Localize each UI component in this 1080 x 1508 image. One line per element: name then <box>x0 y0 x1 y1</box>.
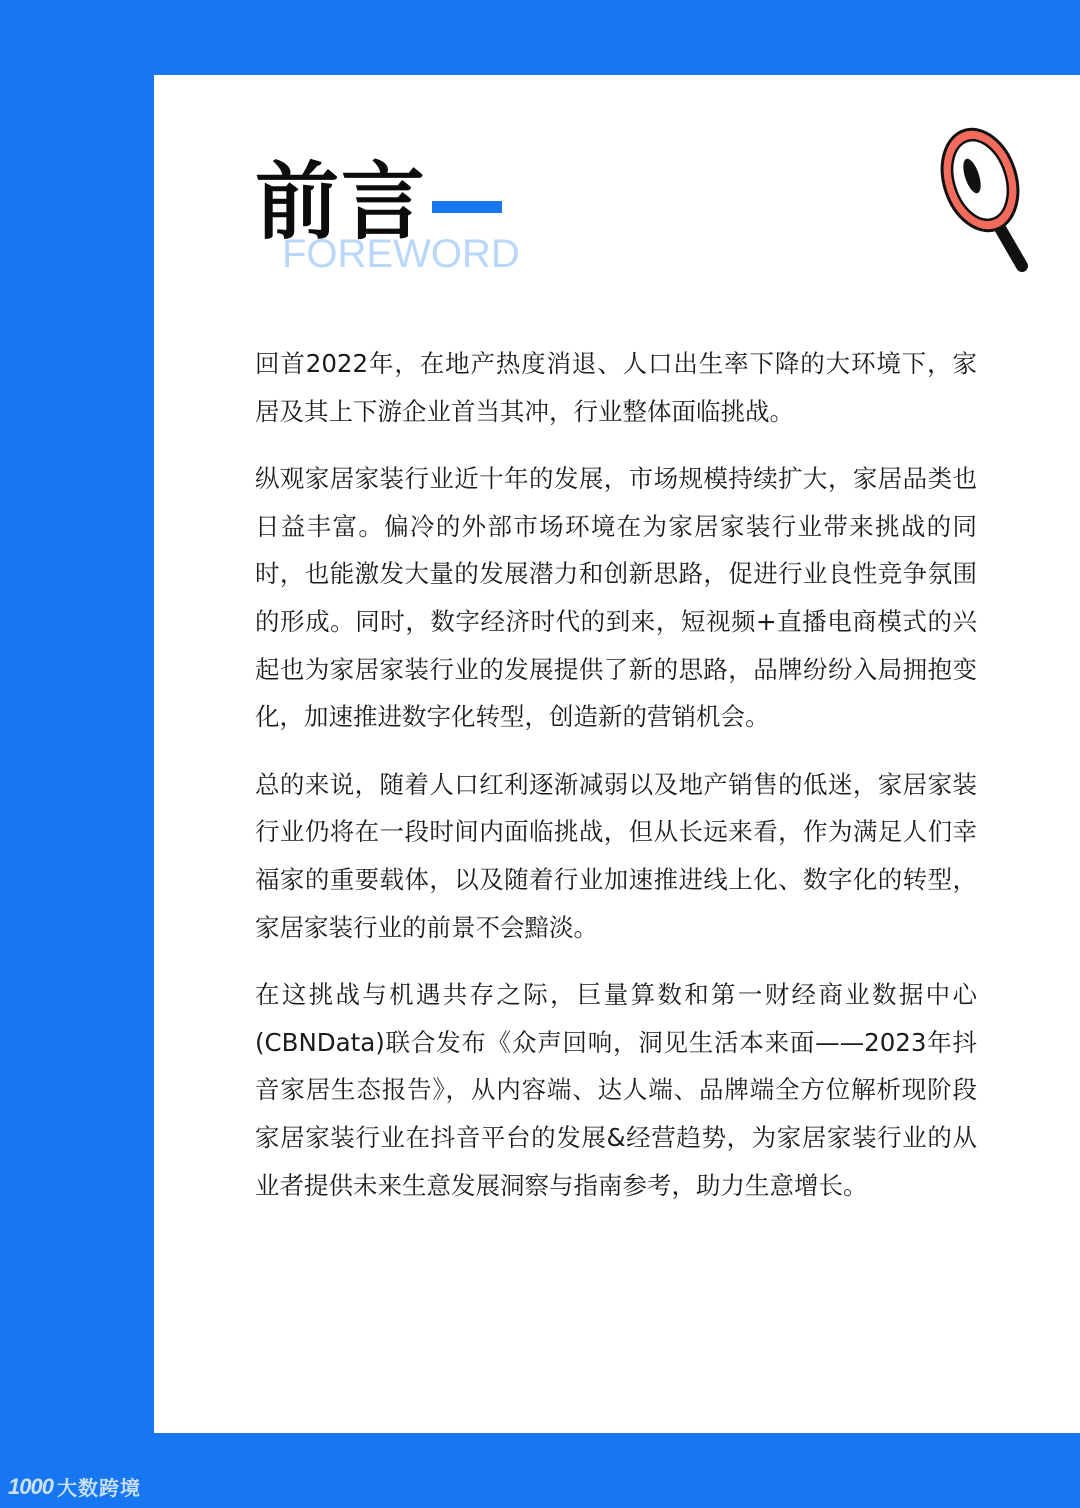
paragraph-3: 总的来说，随着人口红利逐渐减弱以及地产销售的低迷，家居家装行业仍将在一段时间内面临挑战，但从长远来看，作为满足人们幸福家的重要载体，以及随着行业加速推进线上化、数字化的转型，家居家装行业的前景不会黯淡。 <box>255 769 977 942</box>
paragraph-1: 回首2022年，在地产热度消退、人口出生率下降的大环境下，家居及其上下游企业首当其冲，行业整体面临挑战。 <box>255 349 977 426</box>
page-title: 前言 <box>255 153 428 251</box>
watermark-text: 大数跨境 <box>56 1476 141 1500</box>
watermark <box>8 1472 141 1501</box>
paragraph-4: 在这挑战与机遇共存之际，巨量算数和第一财经商业数据中心(CBNData)联合发布《众声回响，洞见生活本来面——2023年抖音家居生态报告》，从内容端、达人端、品牌端全方位解析现阶段家居家装行业在抖音平台的发展&经营趋势，为家居家装行业的从业者提供未来生意发展洞察与指南参考，助力生意增长。 <box>255 980 977 1200</box>
foreword-body <box>255 340 977 1229</box>
title-accent-dash <box>432 201 502 213</box>
page-subtitle: FOREWORD <box>282 232 520 276</box>
magnifying-glass-icon <box>930 118 1040 288</box>
watermark-logo: 1000 <box>8 1473 53 1499</box>
paragraph-2: 纵观家居家装行业近十年的发展，市场规模持续扩大，家居品类也日益丰富。偏冷的外部市场环境在为家居家装行业带来挑战的同时，也能激发大量的发展潜力和创新思路，促进行业良性竞争氛围的形成。同时，数字经济时代的到来，短视频+直播电商模式的兴起也为家居家装行业的发展提供了新的思路，品牌纷纷入局拥抱变化，加速推进数字化转型，创造新的营销机会。 <box>255 464 977 732</box>
